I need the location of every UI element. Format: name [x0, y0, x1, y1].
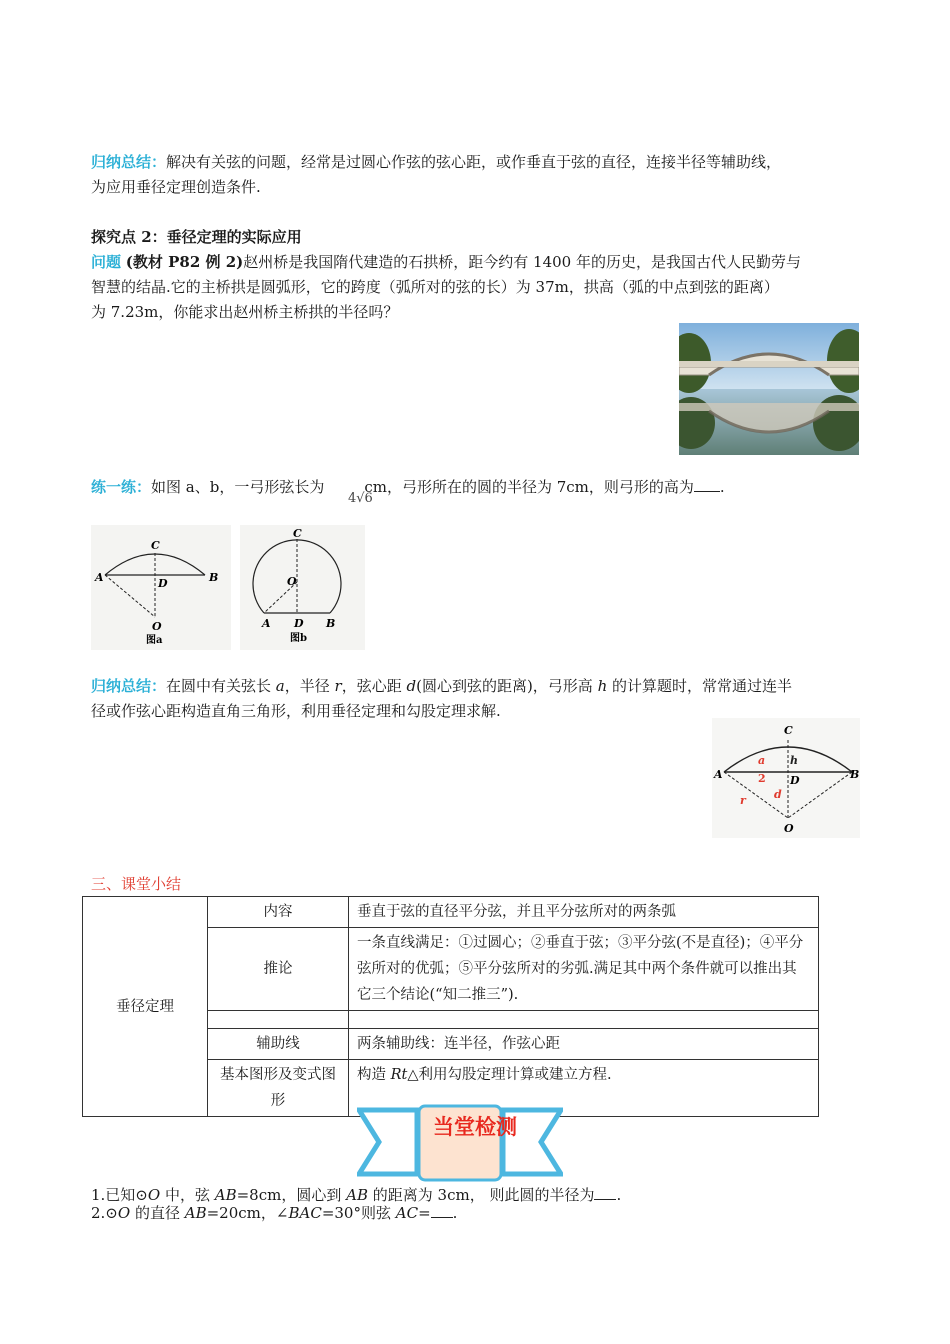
row-value: 垂直于弦的直径平分弦，并且平分弦所对的两条弧	[349, 897, 819, 928]
question-label: 问题	[91, 253, 122, 271]
practice-text-b: cm，弓形所在的圆的半径为 7cm，则弓形的高为	[364, 478, 694, 496]
practice-label: 练一练：	[91, 478, 152, 496]
q2-var-ac: AC	[395, 1204, 419, 1222]
rt-italic: Rt	[390, 1067, 408, 1083]
q1-var-o: O	[147, 1186, 161, 1204]
summary2-label: 归纳总结：	[91, 677, 167, 695]
class-summary-heading: 三、课堂小结	[91, 875, 182, 893]
q2-answer-blank[interactable]	[431, 1203, 453, 1218]
s2-part: 的计算题时，常常通过连半	[607, 677, 793, 695]
answer-blank[interactable]	[694, 477, 720, 492]
fig-b-label-b: B	[326, 617, 336, 630]
fig-c-label-r: r	[740, 794, 746, 807]
row-key: 推论	[208, 928, 349, 1011]
figure-c	[712, 718, 860, 838]
fig-a-label-d: D	[158, 577, 168, 590]
fig-a-label-a: A	[95, 571, 104, 584]
row-key: 内容	[208, 897, 349, 928]
question-ref: (教材 P82 例 2)	[125, 253, 244, 271]
q1-part: =8cm，圆心到	[236, 1186, 347, 1204]
quiz-q2	[91, 1203, 457, 1223]
explore2-line1	[91, 252, 801, 272]
summary2-line1	[91, 676, 792, 696]
practice-text-a: 如图 a、b，一弓形弦长为	[151, 478, 325, 496]
q2-var-bac: BAC	[288, 1204, 322, 1222]
q1-var-ab: AB	[214, 1186, 237, 1204]
practice-line	[91, 477, 725, 497]
question-text: 赵州桥是我国隋代建造的石拱桥，距今约有 1400 年的历史，是我国古代人民勤劳与	[243, 253, 801, 271]
var-d: d	[406, 677, 417, 695]
q2-part: =30°则弦	[321, 1204, 396, 1222]
fig-b-label-a: A	[262, 617, 271, 630]
explore2-heading: 探究点 2：垂径定理的实际应用	[91, 228, 302, 246]
fig-b-label-o: O	[287, 575, 297, 588]
q1-part: 中，弦	[160, 1186, 215, 1204]
fig-c-label-c: C	[784, 724, 793, 737]
theorem-cell: 垂径定理	[83, 897, 208, 1117]
table-row	[83, 897, 819, 928]
s2-part: ，弦心距	[341, 677, 407, 695]
practice-text-end: .	[719, 478, 725, 496]
var-h: h	[597, 677, 608, 695]
row-value: 一条直线满足：①过圆心；②垂直于弦；③平分弦(不是直径)；④平分弦所对的优弧；⑤平分弦所对的劣弧.满足其中两个条件就可以推出其它三个结论(“知二推三”).	[349, 928, 819, 1011]
summary2-line2: 径或作弦心距构造直角三角形，利用垂径定理和勾股定理求解.	[91, 702, 501, 720]
q2-part: .	[452, 1204, 458, 1222]
fig-b-label-d: D	[294, 617, 304, 630]
s2-part: 在圆中有关弦长	[166, 677, 276, 695]
q2-part: 的直径	[130, 1204, 185, 1222]
fig-c-label-o: O	[784, 822, 794, 835]
fig-c-label-d: D	[790, 774, 800, 787]
q2-var-ab: AB	[184, 1204, 207, 1222]
q1-part: .	[616, 1186, 622, 1204]
fig-b-caption: 图b	[290, 633, 307, 644]
figure-b	[240, 525, 365, 650]
fig-b-label-c: C	[293, 527, 302, 540]
fig-c-label-a: a	[758, 754, 766, 767]
q2-part: =20cm，∠	[206, 1204, 289, 1222]
row-value	[349, 1011, 819, 1029]
sqrt-expression: 4√6	[348, 491, 373, 506]
class-summary-table	[82, 896, 819, 1117]
row-value: 两条辅助线：连半径，作弦心距	[349, 1029, 819, 1060]
q1-answer-blank[interactable]	[594, 1185, 616, 1200]
fig-a-caption: 图a	[146, 635, 163, 646]
zhaozhou-bridge-photo	[679, 323, 859, 455]
fig-c-label-b: B	[850, 768, 860, 781]
q2-part: 2.⊙	[91, 1204, 118, 1222]
var-r: r	[334, 677, 342, 695]
s2-part: (圆心到弦的距离)，弓形高	[416, 677, 598, 695]
fig-a-label-b: B	[209, 571, 219, 584]
summary1-line1	[91, 152, 781, 172]
q1-part: 1.已知⊙	[91, 1186, 148, 1204]
fig-c-label-d-small: d	[774, 788, 782, 801]
row-key	[208, 1011, 349, 1029]
summary1-text: 解决有关弦的问题，经常是过圆心作弦的弦心距，或作垂直于弦的直径，连接半径等辅助线，	[166, 153, 782, 171]
row-key: 基本图形及变式图形	[208, 1060, 349, 1117]
summary1-label: 归纳总结：	[91, 153, 167, 171]
fig-c-label-a-point: A	[714, 768, 723, 781]
rt-part: 构造	[357, 1067, 391, 1083]
var-a: a	[275, 677, 285, 695]
q1-part: 的距离为 3cm， 则此圆的半径为	[367, 1186, 595, 1204]
fig-a-label-c: C	[151, 539, 160, 552]
banner-title: 当堂检测	[433, 1115, 517, 1139]
q2-var-o: O	[117, 1204, 131, 1222]
figure-a	[91, 525, 231, 650]
rt-part: △利用勾股定理计算或建立方程.	[407, 1067, 612, 1083]
quiz-q1	[91, 1185, 621, 1205]
q2-part: =	[418, 1204, 431, 1222]
q1-var-ab: AB	[346, 1186, 368, 1204]
fig-c-label-2: 2	[758, 772, 766, 785]
summary1-line2: 为应用垂径定理创造条件.	[91, 178, 261, 196]
fig-c-label-h: h	[790, 754, 798, 767]
row-key: 辅助线	[208, 1029, 349, 1060]
explore2-line3: 为 7.23m，你能求出赵州桥主桥拱的半径吗？	[91, 303, 399, 321]
explore2-line2: 智慧的结晶.它的主桥拱是圆弧形，它的跨度（弧所对的弦的长）为 37m，拱高（弧的中点到弦的距离）	[91, 278, 779, 296]
fig-a-label-o: O	[152, 620, 162, 633]
s2-part: ，半径	[284, 677, 335, 695]
